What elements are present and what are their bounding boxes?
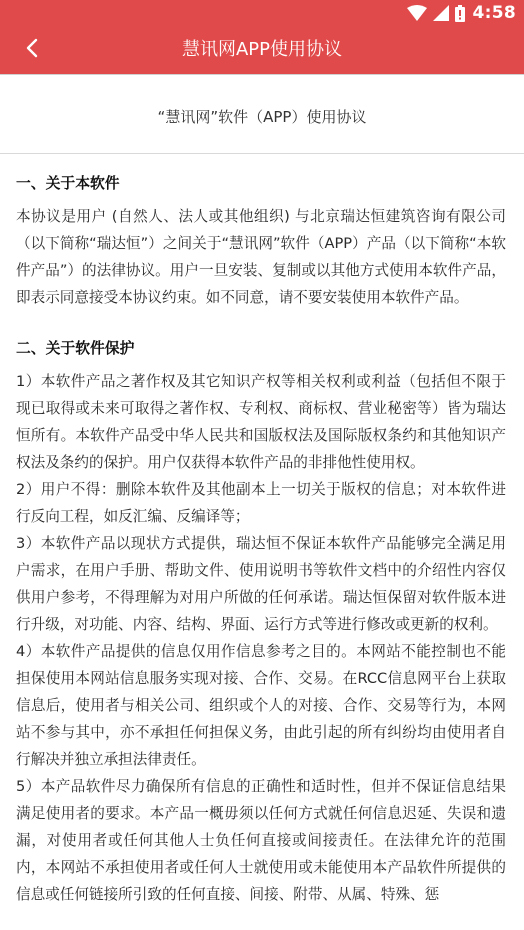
chevron-left-icon bbox=[25, 38, 39, 62]
status-time: 4:58 bbox=[472, 3, 516, 23]
document-title-bar bbox=[0, 74, 524, 154]
paragraph: 本协议是用户 (自然人、法人或其他组织) 与北京瑞达恒建筑咨询有限公司（以下简称“瑞达恒”）之间关于“慧讯网”软件（APP）产品（以下简称“本软件产品”）的法律协议。用户一旦安装、复制或以其他方式使用本软件产品，即表示同意接受本协议约束。如不同意，请不要安装使用本软件产品。 bbox=[16, 208, 506, 306]
page-title: 慧讯网APP使用协议 bbox=[181, 39, 343, 60]
status-bar bbox=[0, 0, 524, 26]
cellular-signal-icon bbox=[433, 5, 449, 21]
status-icons bbox=[407, 3, 516, 23]
section-heading-about-software: 一、关于本软件 bbox=[16, 175, 120, 192]
document-title: “慧讯网”软件（APP）使用协议 bbox=[157, 108, 367, 126]
paragraph: 3）本软件产品以现状方式提供，瑞达恒不保证本软件产品能够完全满足用户需求，在用户手册、帮助文件、使用说明书等软件文档中的介绍性内容仅供用户参考，不得理解为对用户所做的任何承诺。瑞达恒保留对软件版本进行升级，对功能、内容、结构、界面、运行方式等进行修改或更新的权利。 bbox=[16, 535, 506, 633]
paragraph: 4）本软件产品提供的信息仅用作信息参考之目的。本网站不能控制也不能担保使用本网站信息服务实现对接、合作、交易。在RCC信息网平台上获取信息后，使用者与相关公司、组织或个人的对接、合作、交易等行为，本网站不参与其中，亦不承担任何担保义务，由此引起的所有纠纷均由使用者自行解决并独立承担法律责任。 bbox=[16, 643, 506, 768]
paragraph: 2）用户不得：删除本软件及其他副本上一切关于版权的信息；对本软件进行反向工程，如反汇编、反编译等； bbox=[16, 481, 506, 525]
section-gap bbox=[16, 311, 506, 319]
section-heading-software-protection: 二、关于软件保护 bbox=[16, 340, 135, 357]
paragraph: 5）本产品软件尽力确保所有信息的正确性和适时性，但并不保证信息结果满足使用者的要求。本产品一概毋须以任何方式就任何信息迟延、失误和遗漏，对使用者或任何其他人士负任何直接或间接责任。在法律允许的范围内，本网站不承担使用者或任何人士就使用或未能使用本产品软件所提供的信息或任何链接所引致的任何直接、间接、附带、从属、特殊、惩 bbox=[16, 778, 506, 903]
battery-icon bbox=[455, 5, 465, 22]
back-button[interactable] bbox=[16, 34, 48, 66]
app-bar bbox=[0, 26, 524, 74]
agreement-content[interactable] bbox=[16, 154, 506, 908]
wifi-icon bbox=[407, 5, 427, 21]
paragraph: 1）本软件产品之著作权及其它知识产权等相关权利或利益（包括但不限于现已取得或未来可取得之著作权、专利权、商标权、营业秘密等）皆为瑞达恒所有。本软件产品受中华人民共和国版权法及国际版权条约和其他知识产权法及条约的保护。用户仅获得本软件产品的非排他性使用权。 bbox=[16, 373, 506, 471]
